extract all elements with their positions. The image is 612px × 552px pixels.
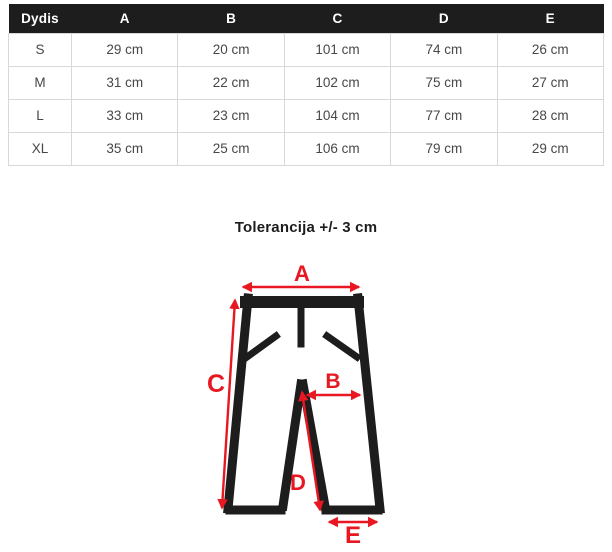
header-cell-d: D bbox=[391, 4, 497, 33]
right-outer-seam bbox=[358, 298, 380, 509]
table-cell: 79 cm bbox=[391, 132, 497, 165]
size-chart-section bbox=[0, 0, 612, 166]
table-cell: 35 cm bbox=[72, 132, 178, 165]
size-label-cell: S bbox=[9, 33, 72, 66]
table-row bbox=[9, 132, 604, 165]
table-row bbox=[9, 99, 604, 132]
table-cell: 102 cm bbox=[284, 66, 390, 99]
table-cell: 106 cm bbox=[284, 132, 390, 165]
size-label-cell: XL bbox=[9, 132, 72, 165]
left-pocket-line bbox=[247, 336, 276, 357]
header-cell-e: E bbox=[497, 4, 603, 33]
right-pocket-line bbox=[327, 336, 357, 357]
table-cell: 29 cm bbox=[497, 132, 603, 165]
table-cell: 101 cm bbox=[284, 33, 390, 66]
table-cell: 28 cm bbox=[497, 99, 603, 132]
size-label-cell: L bbox=[9, 99, 72, 132]
size-table-header-row bbox=[9, 4, 604, 33]
header-cell-dydis: Dydis bbox=[9, 4, 72, 33]
table-cell: 75 cm bbox=[391, 66, 497, 99]
table-cell: 33 cm bbox=[72, 99, 178, 132]
measure-label-e: E bbox=[344, 521, 362, 549]
measure-label-c: C bbox=[206, 369, 226, 398]
table-cell: 77 cm bbox=[391, 99, 497, 132]
measure-label-b: B bbox=[325, 369, 341, 393]
table-cell: 22 cm bbox=[178, 66, 284, 99]
measure-label-a: A bbox=[294, 260, 310, 286]
table-cell: 26 cm bbox=[497, 33, 603, 66]
tolerance-note: Tolerancija +/- 3 cm bbox=[234, 218, 378, 236]
table-cell: 27 cm bbox=[497, 66, 603, 99]
table-cell: 31 cm bbox=[72, 66, 178, 99]
table-row bbox=[9, 66, 604, 99]
header-cell-b: B bbox=[178, 4, 284, 33]
left-outer-seam bbox=[228, 298, 248, 509]
table-cell: 20 cm bbox=[178, 33, 284, 66]
size-table bbox=[8, 4, 604, 166]
right-inner-seam bbox=[303, 384, 325, 506]
table-row bbox=[9, 33, 604, 66]
pants-diagram-svg bbox=[180, 252, 412, 552]
table-cell: 29 cm bbox=[72, 33, 178, 66]
table-cell: 25 cm bbox=[178, 132, 284, 165]
measure-label-d: D bbox=[290, 469, 306, 495]
table-cell: 74 cm bbox=[391, 33, 497, 66]
header-cell-c: C bbox=[284, 4, 390, 33]
size-label-cell: M bbox=[9, 66, 72, 99]
table-cell: 104 cm bbox=[284, 99, 390, 132]
table-cell: 23 cm bbox=[178, 99, 284, 132]
header-cell-a: A bbox=[72, 4, 178, 33]
pants-measurement-diagram bbox=[180, 252, 412, 552]
